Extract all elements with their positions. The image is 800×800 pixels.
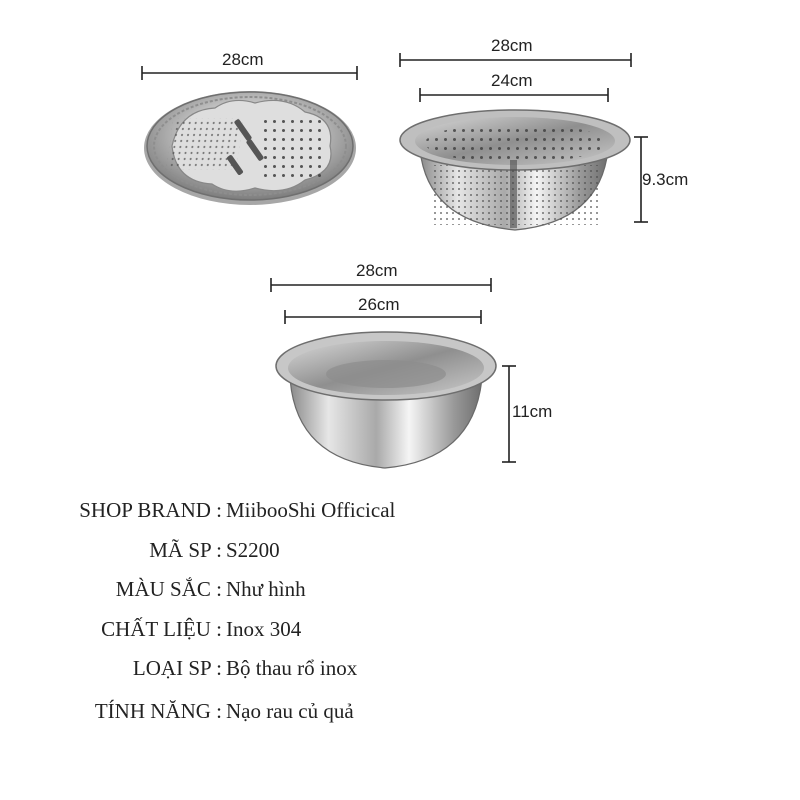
- grater-plate: [144, 91, 356, 205]
- spec-value: Bộ thau rổ inox: [226, 656, 358, 680]
- colander-inner-width-label: 24cm: [491, 71, 533, 90]
- spec-row-material: [0, 617, 800, 647]
- basin: [276, 332, 496, 468]
- spec-value: Nạo rau củ quả: [226, 699, 354, 723]
- basin-inner-width-label: 26cm: [358, 295, 400, 314]
- colander-outer-width-label: 28cm: [491, 36, 533, 55]
- spec-label: CHẤT LIỆU :: [101, 617, 222, 641]
- spec-label: LOẠI SP :: [132, 656, 222, 680]
- spec-row-brand: [0, 498, 800, 528]
- spec-row-feature: [0, 699, 800, 729]
- colander-height-label: 9.3cm: [642, 170, 689, 189]
- spec-row-product-type: [0, 656, 800, 686]
- grater-plate-width-label: 28cm: [222, 50, 264, 69]
- basin-outer-width-label: 28cm: [356, 261, 398, 280]
- spec-value: MiibooShi Officical: [226, 498, 396, 522]
- basin-height-label: 11cm: [512, 402, 553, 421]
- spec-value: S2200: [226, 538, 280, 562]
- colander: [400, 110, 630, 230]
- spec-label: TÍNH NĂNG :: [94, 699, 222, 723]
- spec-row-color: [0, 577, 800, 607]
- spec-label: MÃ SP :: [149, 538, 222, 562]
- spec-label: SHOP BRAND :: [79, 498, 222, 522]
- spec-label: MÀU SẮC :: [115, 577, 222, 601]
- spec-value: Như hình: [226, 577, 306, 601]
- spec-value: Inox 304: [226, 617, 302, 641]
- spec-row-product-code: [0, 538, 800, 568]
